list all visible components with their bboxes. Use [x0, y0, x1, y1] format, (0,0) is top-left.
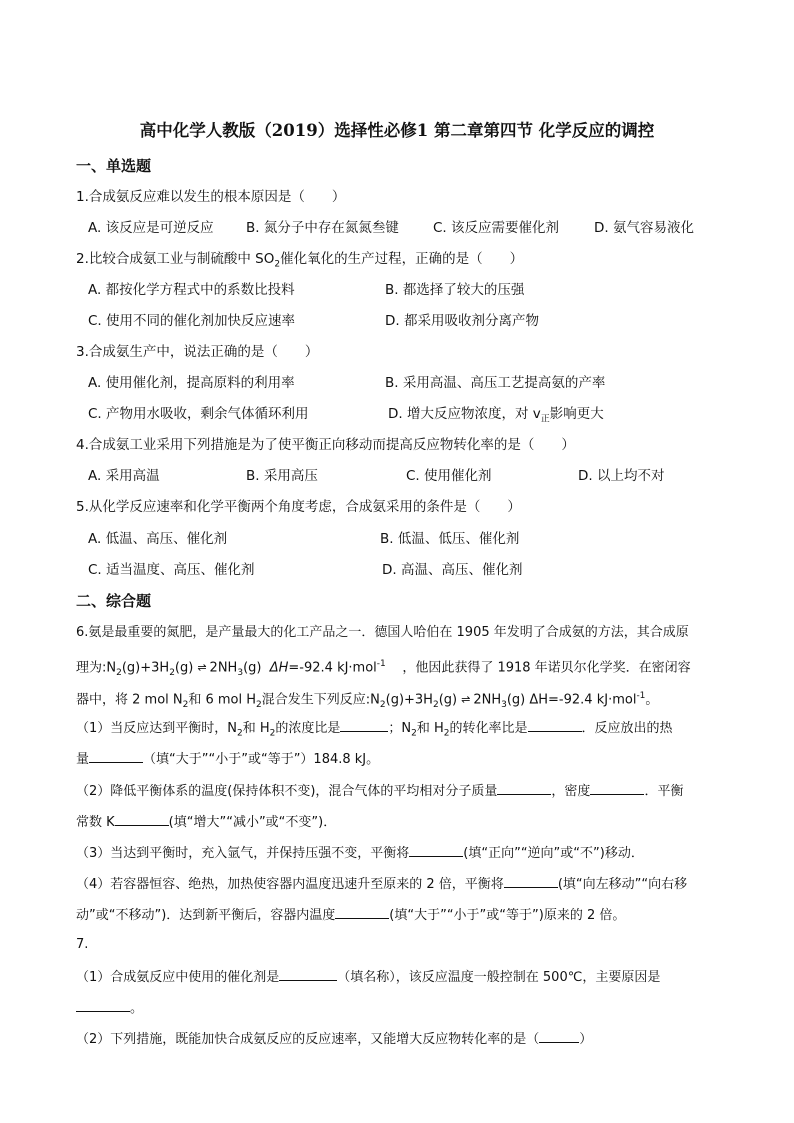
- page-title: 高中化学人教版（2019）选择性必修1 第二章第四节 化学反应的调控: [139, 121, 655, 140]
- q6-text: 动”或“不移动”)．达到新平衡后，容器内温度: [76, 908, 336, 923]
- question-6-part-2: [76, 780, 683, 802]
- q2-stem-post: 催化氧化的生产过程，正确的是（ ）: [280, 251, 524, 267]
- q6-text: =-92.4 kJ·mol: [288, 660, 377, 676]
- q6-sub: 2: [237, 728, 243, 739]
- question-6-part-1-line-2: [76, 748, 379, 770]
- q6-text: ，密度: [551, 784, 591, 799]
- question-3-option-b[interactable]: B. 采用高温、高压工艺提高氨的产率: [385, 375, 606, 391]
- q7-text: （1）合成氨反应中使用的催化剂是: [76, 970, 280, 985]
- q6-text: (g)+3H: [121, 660, 170, 676]
- question-4-option-d[interactable]: D. 以上均不对: [578, 468, 665, 484]
- question-4-stem: 4.合成氨工业采用下列措施是为了使平衡正向移动而提高反应物转化率的是（ ）: [76, 437, 575, 453]
- q6-text: 的浓度比是: [275, 721, 341, 736]
- question-7-part-1-line-2: [76, 997, 143, 1019]
- q6-text: 。: [645, 692, 659, 708]
- q6-text: 和 H: [242, 721, 270, 736]
- question-6-part-1: [76, 717, 673, 744]
- q7-text: （2）下列措施，既能加快合成氨反应的反应速率，又能增大反应物转化率的是（: [76, 1032, 540, 1047]
- q6-text: 和 H: [416, 721, 444, 736]
- question-3-option-a[interactable]: A. 使用催化剂，提高原料的利用率: [88, 375, 295, 391]
- q6-text: （1）当反应达到平衡时，N: [76, 721, 237, 736]
- answer-blank[interactable]: [539, 1028, 579, 1043]
- q6-text: ，他因此获得了 1918 年诺贝尔化学奖．在密闭容: [402, 660, 691, 676]
- question-6-line-3: [76, 686, 658, 715]
- question-1-option-d[interactable]: D. 氨气容易液化: [594, 220, 694, 236]
- q6-sub: 2: [411, 728, 417, 739]
- q6-sub: 2: [269, 728, 276, 739]
- answer-blank[interactable]: [340, 717, 388, 732]
- q6-text: (g)+3H: [385, 692, 433, 708]
- q6-text: ；N: [388, 721, 412, 736]
- q6-sub: 2: [443, 728, 450, 739]
- question-7-part-1: [76, 966, 660, 988]
- q7-text: 。: [130, 1001, 144, 1016]
- q6-text: (填“大于”“小于”或“等于”)原来的 2 倍。: [389, 908, 626, 923]
- q6-text: 2NH: [209, 660, 238, 676]
- equilibrium-arrow-icon: ⇌: [197, 661, 206, 675]
- q6-sub: 2: [169, 667, 175, 678]
- q6-sub: 3: [237, 667, 244, 678]
- q6-text: （填“大于”“小于”或“等于”）184.8 kJ。: [143, 752, 380, 767]
- section-heading-single-choice: 一、单选题: [76, 157, 152, 175]
- q6-sub: 2: [256, 699, 262, 710]
- q6-text: 混合发生下列反应:N: [261, 692, 380, 708]
- q6-delta-h: ΔH: [269, 660, 289, 676]
- q6-sub: 2: [379, 699, 386, 710]
- answer-blank[interactable]: [279, 966, 337, 981]
- q6-sub: 2: [182, 699, 189, 710]
- question-2-option-d[interactable]: D. 都采用吸收剂分离产物: [385, 313, 539, 329]
- answer-blank[interactable]: [76, 997, 130, 1012]
- q6-text: 的转化率比是: [449, 721, 528, 736]
- question-5-option-b[interactable]: B. 低温、低压、催化剂: [380, 531, 520, 547]
- q6-text: (g): [174, 660, 194, 676]
- q7-text: （填名称），该反应温度一般控制在 500℃，主要原因是: [337, 970, 661, 985]
- q6-text: (g) ΔH=-92.4 kJ·mol: [506, 692, 637, 708]
- question-4-option-b[interactable]: B. 采用高压: [246, 468, 318, 484]
- q6-text: (填“向左移动”“向右移: [557, 877, 688, 892]
- q6-text: 器中，将 2 mol N: [76, 692, 183, 708]
- q6-text: （2）降低平衡体系的温度(保持体积不变)，混合气体的平均相对分子质量: [76, 784, 498, 799]
- q6-text: (填“增大”“减小”或“不变”)．: [168, 815, 337, 830]
- q6-text: (填“正向”“逆向”或“不”)移动．: [463, 846, 644, 861]
- q7-text: ）: [579, 1032, 593, 1047]
- q3-d-sub: 正: [540, 414, 550, 425]
- q6-text: (g): [438, 692, 458, 708]
- question-4-option-a[interactable]: A. 采用高温: [88, 468, 160, 484]
- q6-text: 常数 K: [76, 815, 115, 830]
- question-6-part-2-line-2: [76, 811, 336, 833]
- q6-text: （4）若容器恒容、绝热，加热使容器内温度迅速升至原来的 2 倍，平衡将: [76, 877, 504, 892]
- question-1-option-a[interactable]: A. 该反应是可逆反应: [88, 220, 214, 236]
- question-5-option-d[interactable]: D. 高温、高压、催化剂: [382, 562, 523, 578]
- answer-blank[interactable]: [497, 780, 551, 795]
- question-2-option-c[interactable]: C. 使用不同的催化剂加快反应速率: [88, 313, 296, 329]
- q6-sup: -1: [376, 659, 386, 669]
- q6-text: ．平衡: [644, 784, 684, 799]
- question-5-option-c[interactable]: C. 适当温度、高压、催化剂: [88, 562, 255, 578]
- question-1-option-b[interactable]: B. 氮分子中存在氮氮叁键: [246, 220, 399, 236]
- q2-stem-pre: 2.比较合成氨工业与制硫酸中 SO: [76, 251, 275, 267]
- question-1-stem: 1.合成氨反应难以发生的根本原因是（ ）: [76, 189, 346, 205]
- section-heading-comprehensive: 二、综合题: [76, 592, 152, 610]
- q6-sub: 2: [116, 667, 122, 678]
- q6-text: 2NH: [473, 692, 502, 708]
- question-3-option-c[interactable]: C. 产物用水吸收，剩余气体循环利用: [88, 406, 309, 422]
- answer-blank[interactable]: [590, 780, 644, 795]
- q2-stem-sub: 2: [274, 259, 281, 270]
- question-3-stem: 3.合成氨生产中，说法正确的是（ ）: [76, 344, 319, 360]
- q6-text: ．反应放出的热: [581, 721, 673, 736]
- question-6-line-1: 6.氨是最重要的氮肥，是产量最大的化工产品之一．德国人哈伯在 1905 年发明了合成氨的方法，其合成原: [76, 625, 689, 640]
- q6-text: 量: [76, 752, 90, 767]
- q6-sub: 3: [501, 699, 507, 710]
- question-5-stem: 5.从化学反应速率和化学平衡两个角度考虑，合成氨采用的条件是（ ）: [76, 499, 521, 515]
- q6-text: 和 6 mol H: [188, 692, 257, 708]
- q6-sub: 2: [432, 699, 439, 710]
- question-7-part-2: [76, 1028, 592, 1050]
- question-6-part-3: [76, 842, 644, 864]
- q6-text: （3）当达到平衡时，充入氩气，并保持压强不变，平衡将: [76, 846, 410, 861]
- q3-d-pre: D. 增大反应物浓度，对 v: [388, 406, 541, 422]
- answer-blank[interactable]: [115, 811, 169, 826]
- question-6-part-4: [76, 873, 687, 895]
- question-6-part-4-line-2: [76, 904, 625, 926]
- answer-blank[interactable]: [89, 748, 143, 763]
- answer-blank[interactable]: [528, 717, 582, 732]
- question-2-option-a[interactable]: A. 都按化学方程式中的系数比投料: [88, 282, 295, 298]
- question-2-stem: [76, 249, 523, 275]
- equilibrium-arrow-icon: ⇌: [461, 693, 470, 707]
- q3-d-post: 影响更大: [549, 406, 604, 422]
- question-2-option-b[interactable]: B. 都选择了较大的压强: [385, 282, 525, 298]
- answer-blank[interactable]: [335, 904, 389, 919]
- question-4-option-c[interactable]: C. 使用催化剂: [406, 468, 492, 484]
- q6-text: (g): [243, 660, 262, 676]
- question-6-line-2: [76, 654, 691, 683]
- q6-text: 理为:N: [76, 660, 117, 676]
- answer-blank[interactable]: [409, 842, 463, 857]
- question-5-option-a[interactable]: A. 低温、高压、催化剂: [88, 531, 228, 547]
- question-7-number: 7.: [76, 937, 89, 952]
- q6-sup: -1: [636, 691, 646, 701]
- question-3-option-d[interactable]: [388, 404, 604, 430]
- question-1-option-c[interactable]: C. 该反应需要催化剂: [433, 220, 560, 236]
- answer-blank[interactable]: [504, 873, 558, 888]
